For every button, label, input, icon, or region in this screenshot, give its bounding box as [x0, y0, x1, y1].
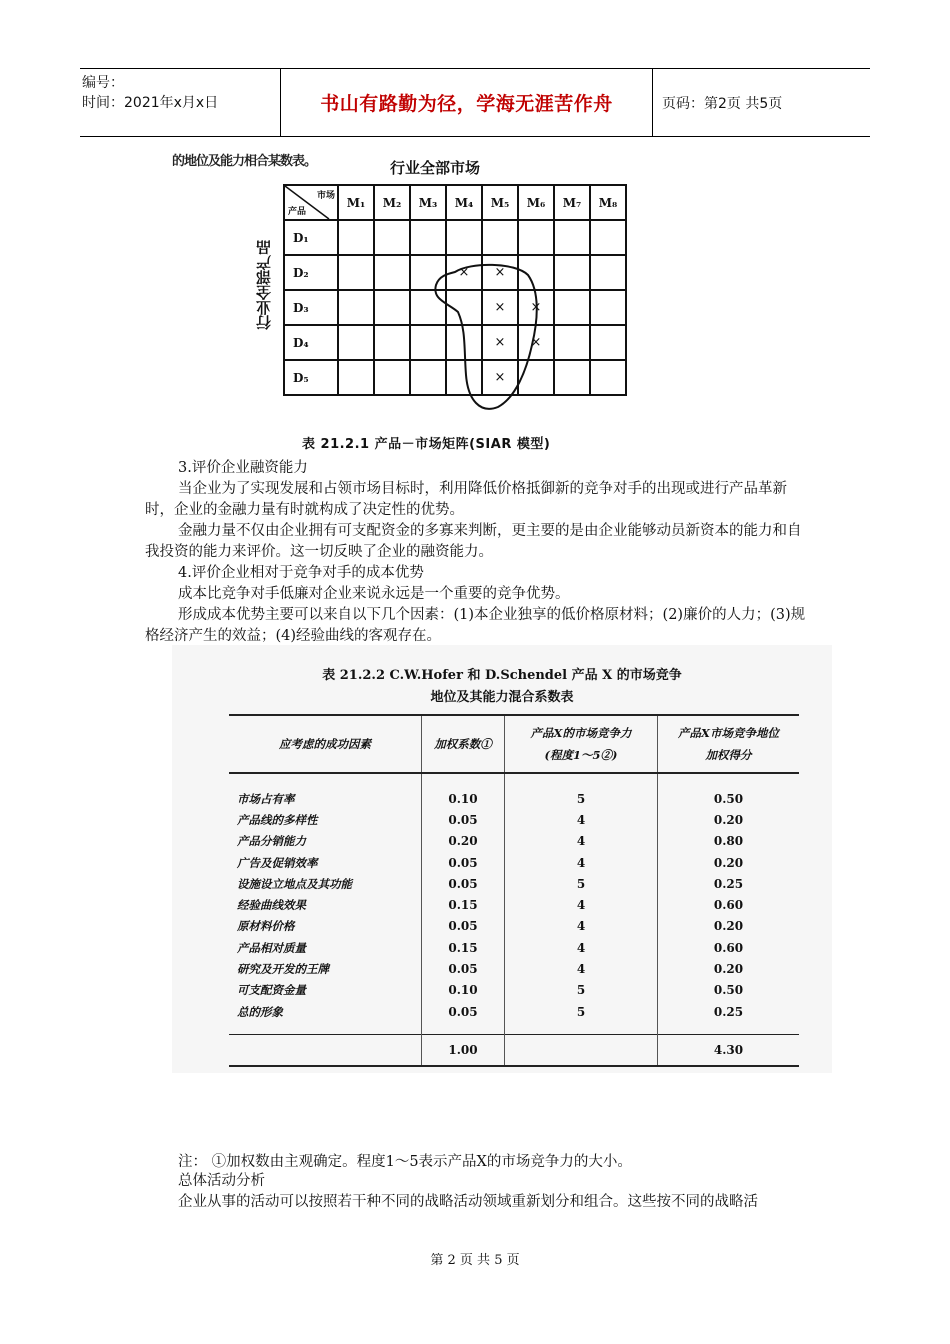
cell-mark: × [530, 300, 542, 315]
factor-cell: 研究及开发的王牌 [237, 962, 329, 977]
cell-mark: × [494, 300, 506, 315]
competitiveness-cell: 5 [505, 873, 658, 894]
matrix-row [284, 325, 626, 360]
total-cell: 4.30 [658, 1035, 800, 1067]
para-financing-2: 金融力量不仅由企业拥有可支配资金的多寡来判断，更主要的是由企业能够动员新资本的能力和自我投资的能力来评价。这一切反映了企业的融资能力。 [145, 523, 802, 560]
matrix-row [284, 290, 626, 325]
factor-cell: 经验曲线效果 [237, 898, 306, 913]
corner-product-label: 产品 [288, 207, 307, 217]
para-overall-1: 企业从事的活动可以按照若干种不同的战略活动领域重新划分和组合。这些按不同的战略活 [178, 1194, 758, 1210]
total-cell [229, 1035, 422, 1067]
matrix-cell [410, 255, 446, 290]
market-header: M₃ [410, 185, 446, 220]
header-motto: 书山有路勤为径，学海无涯苦作舟 [281, 69, 653, 136]
matrix-row [284, 255, 626, 290]
matrix-cell [374, 290, 410, 325]
factor-cell: 产品相对质量 [237, 940, 306, 955]
competitiveness-cell: 4 [505, 831, 658, 852]
figure2-title-line1: 表 21.2.2 C.W.Hofer 和 D.Schendel 产品 X 的市场竞争 [322, 668, 682, 683]
score-cell: 0.25 [658, 873, 800, 894]
market-header: M₇ [554, 185, 590, 220]
matrix-cell [554, 255, 590, 290]
matrix-cell [338, 220, 374, 255]
header-date-label: 时间：2021年x月x日 [82, 95, 219, 111]
header-number-label: 编号： [82, 75, 124, 91]
competitiveness-cell: 4 [505, 958, 658, 979]
matrix-corner-cell [284, 185, 338, 220]
header-meta [80, 69, 281, 136]
para-cost-2: 形成成本优势主要可以来自以下几个因素：(1)本企业独享的低价格原材料；(2)廉价的人力；(3)规格经济产生的效益；(4)经验曲线的客观存在。 [145, 607, 806, 644]
matrix-cell [374, 220, 410, 255]
table-row [229, 1001, 799, 1035]
weight-cell: 0.15 [422, 894, 505, 915]
weight-cell: 0.05 [422, 1001, 505, 1035]
matrix-cell [590, 290, 626, 325]
matrix-cell [554, 325, 590, 360]
score-cell: 0.80 [658, 831, 800, 852]
figure1-row-axis-label: 行业全部产品 [255, 240, 273, 330]
market-header: M₂ [374, 185, 410, 220]
score-cell: 0.20 [658, 958, 800, 979]
competition-table [229, 714, 799, 1067]
matrix-cell [446, 325, 482, 360]
matrix-cell [590, 325, 626, 360]
table-total-row [229, 1035, 799, 1067]
factor-cell: 产品线的多样性 [237, 812, 318, 827]
product-row-header: D₄ [284, 325, 338, 360]
matrix-cell [410, 325, 446, 360]
cell-mark: × [494, 265, 506, 280]
matrix-cell [446, 360, 482, 395]
factor-cell: 总的形象 [237, 1004, 283, 1019]
table-note: 注： ①加权数由主观确定。程度1～5表示产品X的市场竞争力的大小。 [178, 1154, 632, 1170]
matrix-cell [410, 290, 446, 325]
figure1-cut-text: 的地位及能力相合某数表。 [172, 154, 317, 169]
product-row-header: D₁ [284, 220, 338, 255]
para-overall-heading: 总体活动分析 [178, 1173, 265, 1189]
competitiveness-cell: 5 [505, 1001, 658, 1035]
factor-cell: 原材料价格 [237, 919, 295, 934]
col-factor-header: 应考虑的成功因素 [229, 715, 422, 773]
cell-mark: × [458, 265, 470, 280]
weight-cell: 0.05 [422, 916, 505, 937]
total-cell [505, 1035, 658, 1067]
score-cell: 0.60 [658, 894, 800, 915]
table-header-row [229, 715, 799, 773]
score-cell: 0.20 [658, 809, 800, 830]
table-row [229, 894, 799, 915]
page-footer: 第 2 页 共 5 页 [430, 1253, 520, 1268]
table-row [229, 958, 799, 979]
matrix-cell [554, 360, 590, 395]
factor-cell: 可支配资金量 [237, 983, 306, 998]
market-header: M₅ [482, 185, 518, 220]
product-row-header: D₅ [284, 360, 338, 395]
score-cell: 0.50 [658, 980, 800, 1001]
competitiveness-cell: 4 [505, 916, 658, 937]
figure1-caption: 表 21.2.1 产品－市场矩阵(SIAR 模型) [302, 437, 551, 452]
weight-cell: 0.05 [422, 873, 505, 894]
factor-cell: 设施设立地点及其功能 [237, 876, 352, 891]
weight-cell: 0.15 [422, 937, 505, 958]
matrix-cell [518, 325, 554, 360]
corner-market-label: 市场 [316, 191, 335, 201]
figure1-title: 行业全部市场 [390, 159, 481, 177]
score-cell: 0.20 [658, 852, 800, 873]
matrix-cell [338, 325, 374, 360]
matrix-cell [482, 290, 518, 325]
col-score-header: 产品X市场竞争地位 加权得分 [658, 715, 800, 773]
para-financing-1: 当企业为了实现发展和占领市场目标时，利用降低价格抵御新的竞争对手的出现或进行产品革新时，企业的金融力量有时就构成了决定性的优势。 [145, 481, 787, 518]
matrix-cell [446, 255, 482, 290]
table-row [229, 916, 799, 937]
competitiveness-cell: 4 [505, 894, 658, 915]
factor-cell: 广告及促销效率 [237, 855, 318, 870]
matrix-cell [338, 255, 374, 290]
table-row [229, 831, 799, 852]
total-cell: 1.00 [422, 1035, 505, 1067]
matrix-cell [590, 220, 626, 255]
matrix-row [284, 220, 626, 255]
cell-mark: × [494, 370, 506, 385]
matrix-cell [482, 255, 518, 290]
matrix-cell [446, 220, 482, 255]
market-header: M₄ [446, 185, 482, 220]
matrix-cell [518, 360, 554, 395]
matrix-cell [374, 360, 410, 395]
score-cell: 0.60 [658, 937, 800, 958]
product-market-matrix [283, 184, 627, 396]
matrix-row [284, 360, 626, 395]
para-cost-1: 成本比竞争对手低廉对企业来说永远是一个重要的竞争优势。 [178, 586, 570, 602]
para-financing-heading: 3.评价企业融资能力 [178, 460, 308, 476]
competitiveness-cell: 4 [505, 852, 658, 873]
matrix-cell [518, 255, 554, 290]
matrix-cell [518, 290, 554, 325]
score-cell: 0.20 [658, 916, 800, 937]
figure2-title-line2: 地位及其能力混合系数表 [430, 690, 574, 705]
table-row [229, 937, 799, 958]
col-weight-header: 加权系数① [422, 715, 505, 773]
matrix-cell [554, 220, 590, 255]
market-header: M₈ [590, 185, 626, 220]
table-row [229, 773, 799, 809]
page-header [80, 68, 870, 137]
matrix-cell [338, 360, 374, 395]
matrix-cell [338, 290, 374, 325]
table-row [229, 852, 799, 873]
score-cell: 0.25 [658, 1001, 800, 1035]
market-header: M₆ [518, 185, 554, 220]
weight-cell: 0.05 [422, 852, 505, 873]
matrix-cell [518, 220, 554, 255]
weight-cell: 0.10 [422, 773, 505, 809]
matrix-cell [374, 255, 410, 290]
matrix-cell [410, 360, 446, 395]
matrix-cell [590, 360, 626, 395]
matrix-cell [590, 255, 626, 290]
matrix-cell [482, 360, 518, 395]
weight-cell: 0.05 [422, 809, 505, 830]
matrix-cell [410, 220, 446, 255]
para-cost-heading: 4.评价企业相对于竞争对手的成本优势 [178, 565, 424, 581]
figure2-title [172, 665, 832, 709]
market-header: M₁ [338, 185, 374, 220]
cell-mark: × [494, 335, 506, 350]
factor-cell: 市场占有率 [237, 791, 295, 806]
matrix-cell [446, 290, 482, 325]
matrix-cell [374, 325, 410, 360]
factor-cell: 产品分销能力 [237, 834, 306, 849]
score-cell: 0.50 [658, 773, 800, 809]
matrix-cell [482, 325, 518, 360]
table-row [229, 873, 799, 894]
competitiveness-cell: 4 [505, 937, 658, 958]
weight-cell: 0.05 [422, 958, 505, 979]
figure2-scan [172, 645, 832, 1073]
weight-cell: 0.20 [422, 831, 505, 852]
weight-cell: 0.10 [422, 980, 505, 1001]
table-row [229, 980, 799, 1001]
competitiveness-cell: 5 [505, 773, 658, 809]
competitiveness-cell: 5 [505, 980, 658, 1001]
matrix-cell [482, 220, 518, 255]
matrix-cell [554, 290, 590, 325]
matrix-header-row [284, 185, 626, 220]
product-row-header: D₂ [284, 255, 338, 290]
cell-mark: × [530, 335, 542, 350]
product-row-header: D₃ [284, 290, 338, 325]
header-page-info: 页码：第2页 共5页 [662, 95, 783, 112]
competitiveness-cell: 4 [505, 809, 658, 830]
table-row [229, 809, 799, 830]
col-competitiveness-header: 产品X的市场竞争力 (程度1～5②) [505, 715, 658, 773]
